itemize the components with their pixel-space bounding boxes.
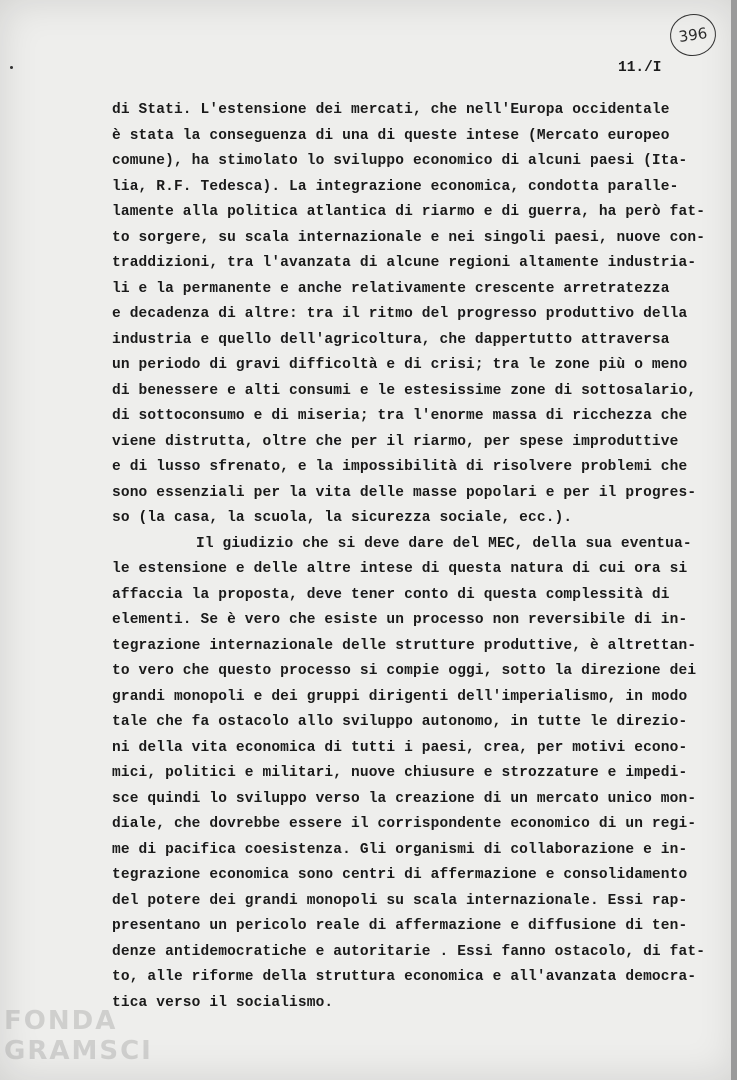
page-number: 11./I bbox=[618, 60, 662, 76]
body-text bbox=[112, 98, 712, 1016]
text-line: to vero che questo processo si compie oggi, sotto la direzione dei bbox=[112, 663, 697, 679]
text-line: me di pacifica coesistenza. Gli organismi di collaborazione e in- bbox=[112, 841, 688, 858]
watermark-line-1: FONDA bbox=[4, 1006, 118, 1036]
text-line: di sottoconsumo e di miseria; tra l'enorme massa di ricchezza che bbox=[112, 408, 688, 424]
text-line: sono essenziali per la vita delle masse popolari e per il progres- bbox=[112, 484, 697, 501]
text-line: di benessere e alti consumi e le estesissime zone di sottosalario, bbox=[112, 382, 697, 399]
archive-watermark bbox=[4, 1006, 153, 1066]
text-line: diale, che dovrebbe essere il corrispondente economico di un regi- bbox=[112, 816, 697, 832]
text-line: le estensione e delle altre intese di questa natura di cui ora si bbox=[112, 561, 688, 577]
text-line: tale che fa ostacolo allo sviluppo autonomo, in tutte le direzio- bbox=[112, 714, 688, 730]
text-line: sce quindi lo sviluppo verso la creazione di un mercato unico mon- bbox=[112, 790, 697, 807]
text-line: traddizioni, tra l'avanzata di alcune regioni altamente industria- bbox=[112, 255, 697, 271]
text-line: industria e quello dell'agricoltura, che dappertutto attraversa bbox=[112, 331, 670, 348]
text-line: to sorgere, su scala internazionale e nei singoli paesi, nuove con- bbox=[112, 229, 706, 246]
text-line: li e la permanente e anche relativamente crescente arretratezza bbox=[112, 280, 670, 297]
scan-mark bbox=[10, 66, 13, 69]
text-line: presentano un pericolo reale di affermazione e diffusione di ten- bbox=[112, 918, 688, 934]
text-line: del potere dei grandi monopoli su scala internazionale. Essi rap- bbox=[112, 892, 688, 909]
watermark-line-2: GRAMSCI bbox=[4, 1036, 153, 1066]
text-line: mici, politici e militari, nuove chiusure e strozzature e impedi- bbox=[112, 765, 688, 781]
text-line: e di lusso sfrenato, e la impossibilità di risolvere problemi che bbox=[112, 459, 688, 475]
text-line: comune), ha stimolato lo sviluppo economico di alcuni paesi (Ita- bbox=[112, 153, 688, 169]
text-line: tegrazione economica sono centri di affermazione e consolidamento bbox=[112, 867, 688, 883]
text-line: denze antidemocratiche e autoritarie . Essi fanno ostacolo, di fat- bbox=[112, 943, 706, 960]
stamp-number: 396 bbox=[677, 24, 709, 46]
text-line: grandi monopoli e dei gruppi dirigenti dell'imperialismo, in modo bbox=[112, 688, 688, 705]
paragraph-start-line: Il giudizio che si deve dare del MEC, della sua eventua- bbox=[196, 535, 692, 552]
text-line: tegrazione internazionale delle strutture produttive, è altrettan- bbox=[112, 637, 697, 654]
text-line: e decadenza di altre: tra il ritmo del progresso produttivo della bbox=[112, 306, 688, 322]
text-line: di Stati. L'estensione dei mercati, che nell'Europa occidentale bbox=[112, 102, 670, 118]
archive-stamp bbox=[667, 11, 718, 59]
text-line: ni della vita economica di tutti i paesi, crea, per motivi econo- bbox=[112, 739, 688, 756]
text-line: so (la casa, la scuola, la sicurezza sociale, ecc.). bbox=[112, 510, 573, 526]
text-line: lamente alla politica atlantica di riarmo e di guerra, ha però fat- bbox=[112, 204, 706, 220]
text-line: tica verso il socialismo. bbox=[112, 994, 334, 1011]
scan-edge bbox=[731, 0, 737, 1080]
text-line: lia, R.F. Tedesca). La integrazione economica, condotta paralle- bbox=[112, 178, 679, 195]
text-line: to, alle riforme della struttura economica e all'avanzata democra- bbox=[112, 969, 697, 985]
text-line: è stata la conseguenza di una di queste intese (Mercato europeo bbox=[112, 127, 670, 144]
text-line: un periodo di gravi difficoltà e di crisi; tra le zone più o meno bbox=[112, 357, 688, 373]
text-line: affaccia la proposta, deve tener conto di questa complessità di bbox=[112, 586, 670, 603]
text-line: elementi. Se è vero che esiste un processo non reversibile di in- bbox=[112, 612, 688, 628]
text-line: viene distrutta, oltre che per il riarmo, per spese improduttive bbox=[112, 433, 679, 450]
